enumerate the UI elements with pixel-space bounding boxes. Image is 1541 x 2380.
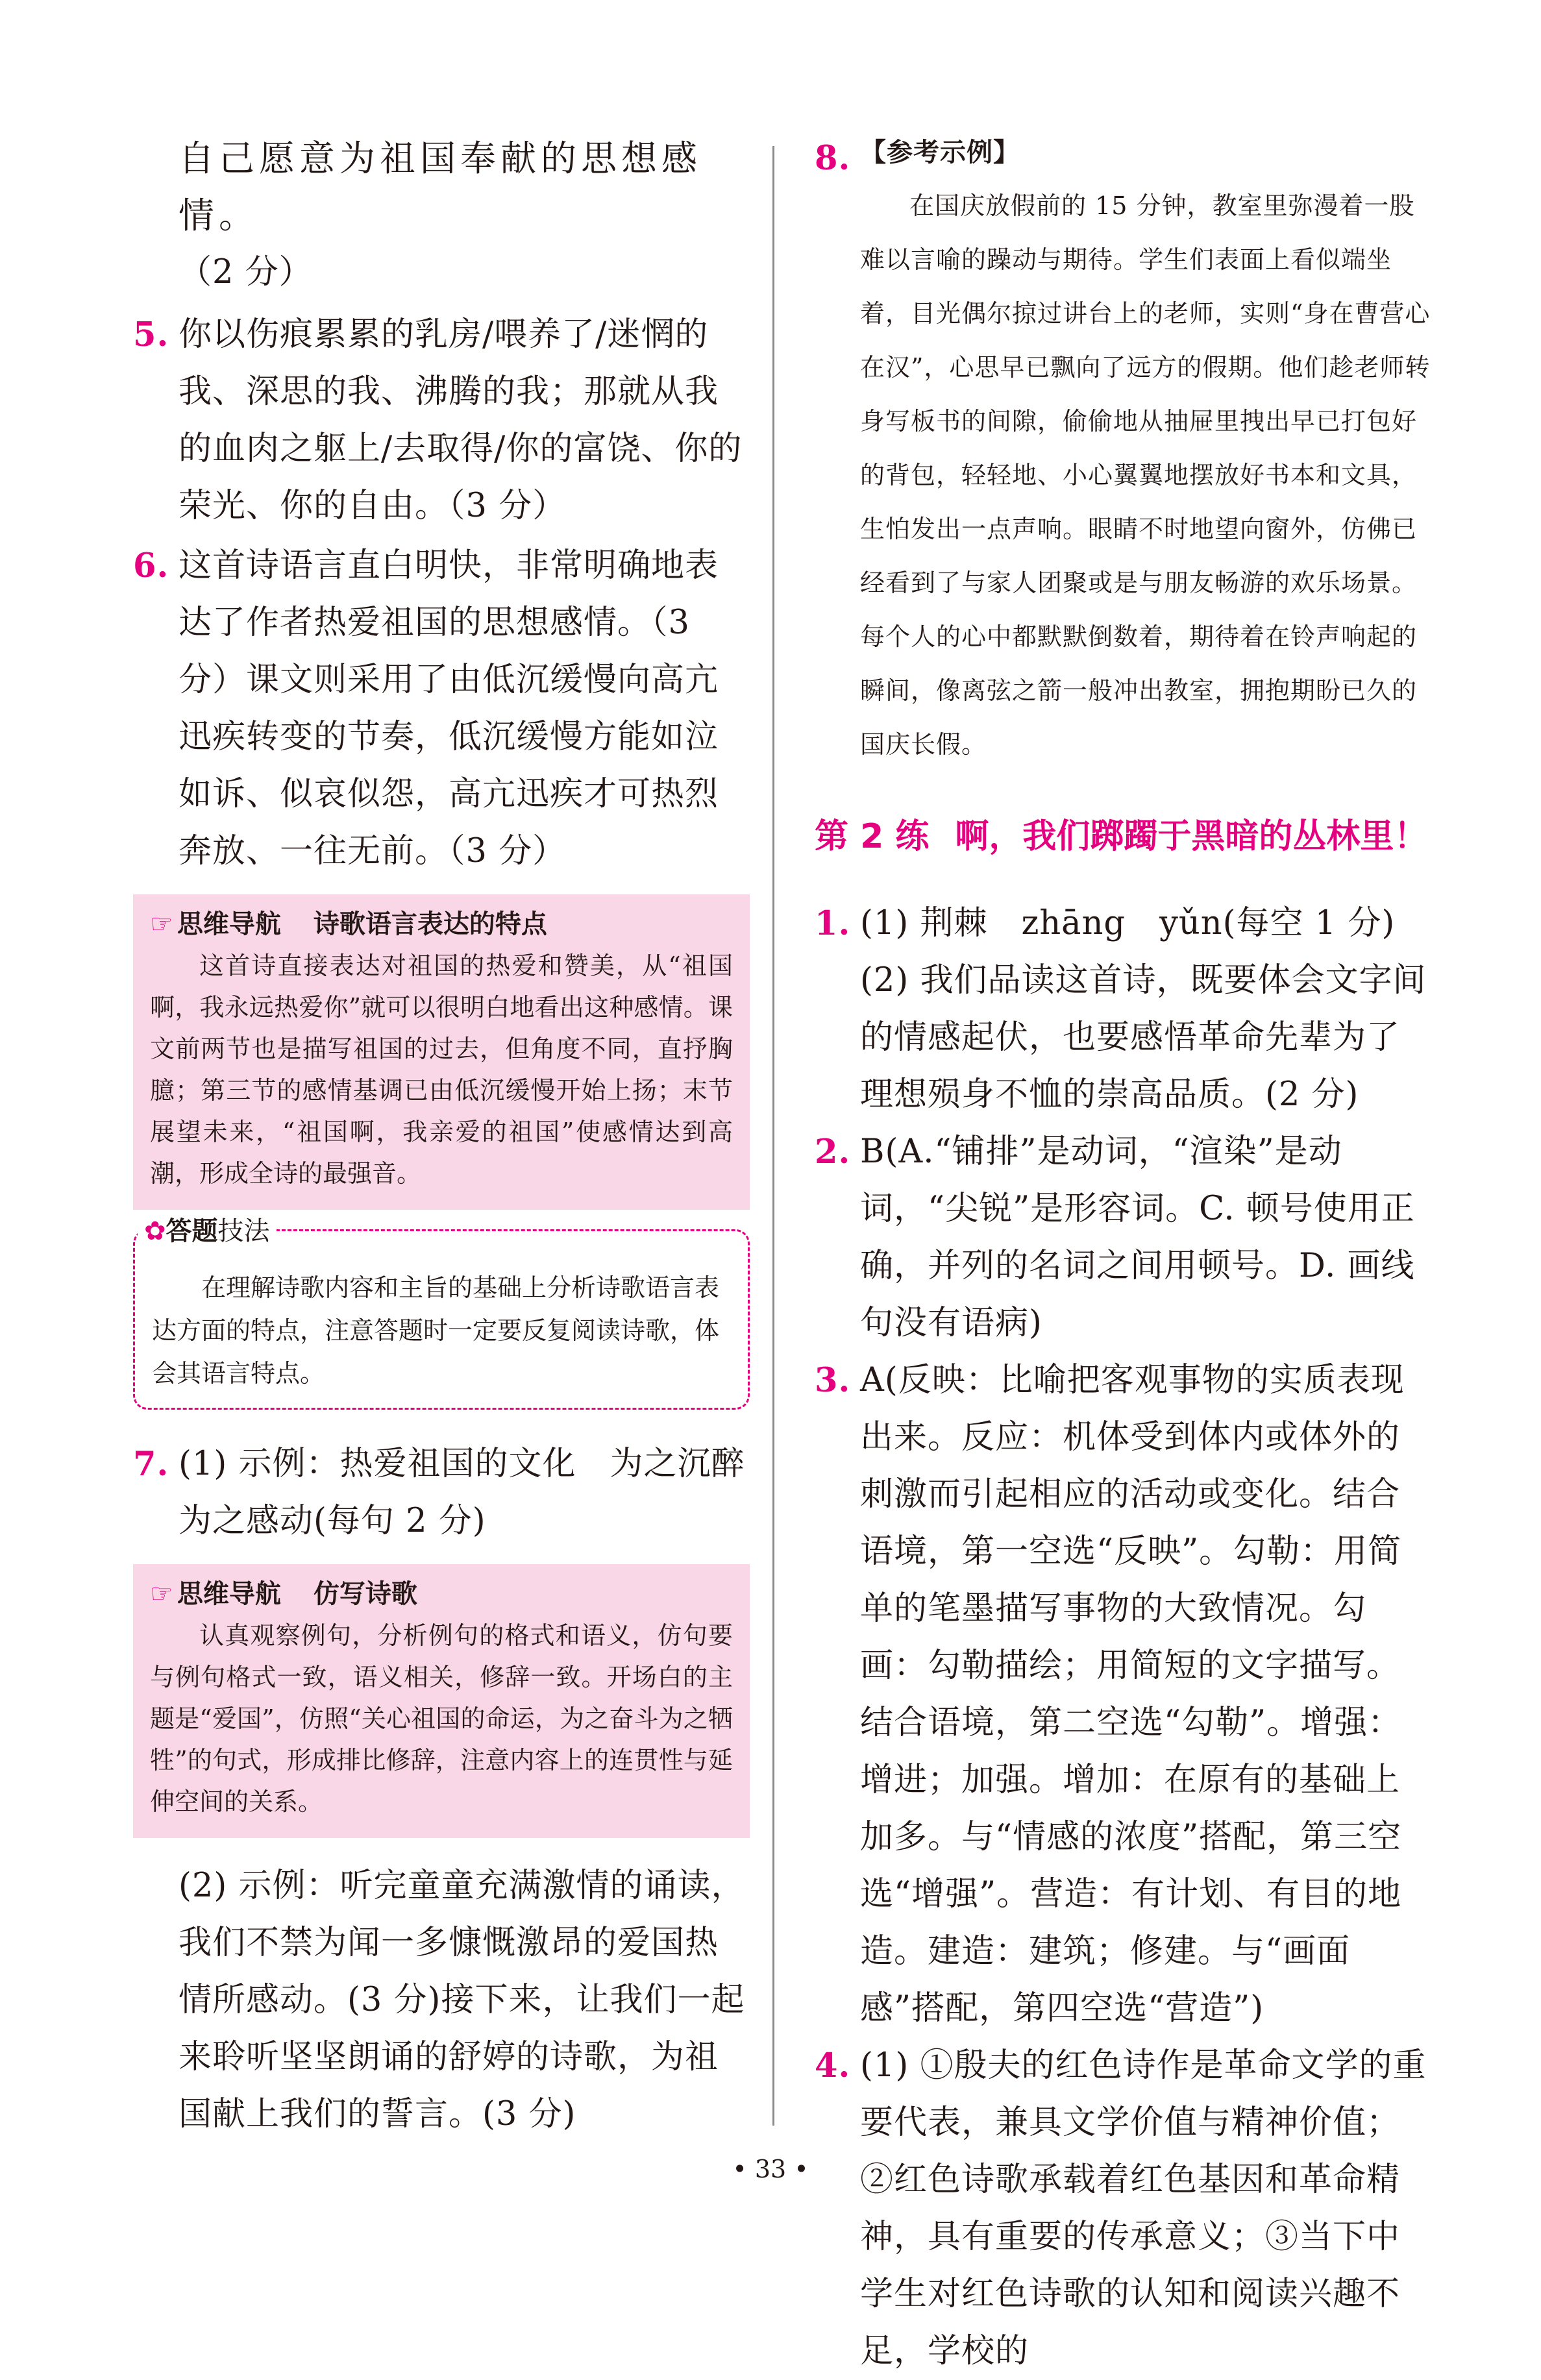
- question-6-number: 6.: [133, 546, 169, 585]
- thinking-guide-title-1: [150, 903, 733, 945]
- pointing-hand-icon: ☞: [150, 909, 173, 939]
- question-7-part-2: [133, 1858, 750, 2143]
- lesson-question-3-text: A(反映：比喻把客观事物的实质表现出来。反应：机体受到体内或体外的刺激而引起相应的活动或变化。结合语境，第一空选“反映”。勾勒：用简单的笔墨描写事物的大致情况。勾画：勾勒描绘；用简短的文字描写。结合语境，第二空选“勾勒”。增强：增进；加强。增加：在原有的基础上加多。与“情感的浓度”搭配，第三空选“增强”。营造：有计划、有目的地造。建造：建筑；修建。与“画面感”搭配，第四空选“营造”): [860, 1361, 1405, 2028]
- q4-continuation: [133, 130, 750, 301]
- lesson-question-4-text: (1) ①殷夫的红色诗作是革命文学的重要代表，兼具文学价值与精神价值；②红色诗歌承载着红色基因和革命精神，具有重要的传承意义；③当下中学生对红色诗歌的认知和阅读兴趣不足，学校的: [860, 2046, 1427, 2370]
- question-8-number: 8.: [815, 139, 851, 178]
- lesson-question-3-number: 3.: [815, 1361, 851, 1400]
- thinking-guide-body-1: 这首诗直接表达对祖国的热爱和赞美，从“祖国啊，我永远热爱你”就可以很明白地看出这种感情。课文前两节也是描写祖国的过去，但角度不同，直抒胸臆；第三节的感情基调已由低沉缓慢开始上扬；末节展望未来，“祖国啊，我亲爱的祖国”使感情达到高潮，形成全诗的最强音。: [150, 951, 733, 1188]
- answer-tips-title: [138, 1212, 277, 1251]
- right-column: [815, 130, 1431, 2380]
- thinking-guide-box-2: [133, 1564, 750, 1838]
- question-7-part-2-text: (2) 示例：听完童童充满激情的诵读，我们不禁为闻一多慷慨激昂的爱国热情所感动。(3 分)接下来，让我们一起来聆听坚坚朗诵的舒婷的诗歌，为祖国献上我们的誓言。(3 分): [179, 1867, 745, 2133]
- thinking-guide-title-2: [150, 1573, 733, 1615]
- q4-score: （2 分）: [179, 253, 313, 291]
- lesson-question-3: [815, 1352, 1431, 2037]
- lesson-question-1: [815, 895, 1431, 1123]
- question-5: [133, 306, 750, 535]
- lesson-number: 第 2 练: [815, 817, 930, 856]
- left-column: [133, 130, 750, 2143]
- question-5-text: 你以伤痕累累的乳房/喂养了/迷惘的我、深思的我、沸腾的我；那就从我的血肉之躯上/去取得/你的富饶、你的荣光、你的自由。（3 分）: [179, 315, 743, 525]
- lesson-title: [815, 804, 1431, 869]
- lesson-question-2: [815, 1123, 1431, 1352]
- lesson-question-1-part-2: (2) 我们品读这首诗，既要体会文字间的情感起伏，也要感悟革命先辈为了理想殒身不恤的崇高品质。(2 分): [860, 961, 1427, 1114]
- lesson-question-2-number: 2.: [815, 1133, 851, 1172]
- thinking-guide-topic-2: 仿写诗歌: [313, 1579, 417, 1609]
- thinking-guide-topic-1: 诗歌语言表达的特点: [313, 909, 547, 939]
- question-6-text: 这首诗语言直白明快，非常明确地表达了作者热爱祖国的思想感情。（3 分）课文则采用了由低沉缓慢向高亢迅疾转变的节奏，低沉缓慢方能如泣如诉、似哀似怨，高亢迅疾才可热烈奔放、一往无前。（3 分）: [179, 546, 719, 870]
- flower-icon: ✿: [144, 1216, 166, 1246]
- q4-continuation-line: 自己愿意为祖国奉献的思想感情。: [179, 138, 702, 236]
- thinking-guide-box-1: [133, 894, 750, 1210]
- question-7-number: 7.: [133, 1445, 169, 1484]
- lesson-name: 啊，我们踯躅于黑暗的丛林里！: [955, 817, 1428, 856]
- page-number: • 33 •: [732, 2155, 809, 2183]
- question-7: [133, 1436, 750, 1550]
- lesson-question-1-number: 1.: [815, 904, 851, 943]
- answer-tips-label-bold: 答题: [166, 1216, 218, 1246]
- question-5-number: 5.: [133, 315, 169, 354]
- answer-tips-label-rest: 技法: [217, 1216, 270, 1246]
- answer-tips-body: 在理解诗歌内容和主旨的基础上分析诗歌语言表达方面的特点，注意答题时一定要反复阅读诗歌，体会其语言特点。: [152, 1273, 720, 1388]
- question-6: [133, 537, 750, 880]
- question-8: [815, 130, 1431, 772]
- lesson-question-4-number: 4.: [815, 2046, 851, 2085]
- lesson-question-4: [815, 2037, 1431, 2380]
- pointing-hand-icon: ☞: [150, 1579, 173, 1609]
- thinking-guide-label-1: 思维导航: [177, 909, 281, 939]
- lesson-question-1-part-1: (1) 荆棘 zhāng yǔn(每空 1 分): [860, 904, 1396, 942]
- lesson-question-2-text: B(A.“铺排”是动词，“渲染”是动词，“尖锐”是形容词。C. 顿号使用正确，并列的名词之间用顿号。D. 画线句没有语病): [860, 1133, 1415, 1342]
- question-7-part-1: (1) 示例：热爱祖国的文化 为之沉醉为之感动(每句 2 分): [179, 1445, 745, 1540]
- thinking-guide-label-2: 思维导航: [177, 1579, 281, 1609]
- question-8-sample-heading: 【参考示例】: [860, 138, 1020, 167]
- question-8-sample-body: 在国庆放假前的 15 分钟，教室里弥漫着一股难以言喻的躁动与期待。学生们表面上看似端坐着，目光偶尔掠过讲台上的老师，实则“身在曹营心在汉”，心思早已飘向了远方的假期。他们趁老师转身写板书的间隙，偷偷地从抽屉里拽出早已打包好的背包，轻轻地、小心翼翼地摆放好书本和文具，生怕发出一点声响。眼睛不时地望向窗外，仿佛已经看到了与家人团聚或是与朋友畅游的欢乐场景。每个人的心中都默默倒数着，期待着在铃声响起的瞬间，像离弦之箭一般冲出教室，拥抱期盼已久的国庆长假。: [860, 191, 1431, 759]
- column-divider: [772, 146, 774, 2126]
- answer-tips-box: [133, 1216, 750, 1410]
- thinking-guide-body-2: 认真观察例句，分析例句的格式和语义，仿句要与例句格式一致，语义相关，修辞一致。开场白的主题是“爱国”，仿照“关心祖国的命运，为之奋斗为之牺牲”的句式，形成排比修辞，注意内容上的连贯性与延伸空间的关系。: [150, 1621, 733, 1816]
